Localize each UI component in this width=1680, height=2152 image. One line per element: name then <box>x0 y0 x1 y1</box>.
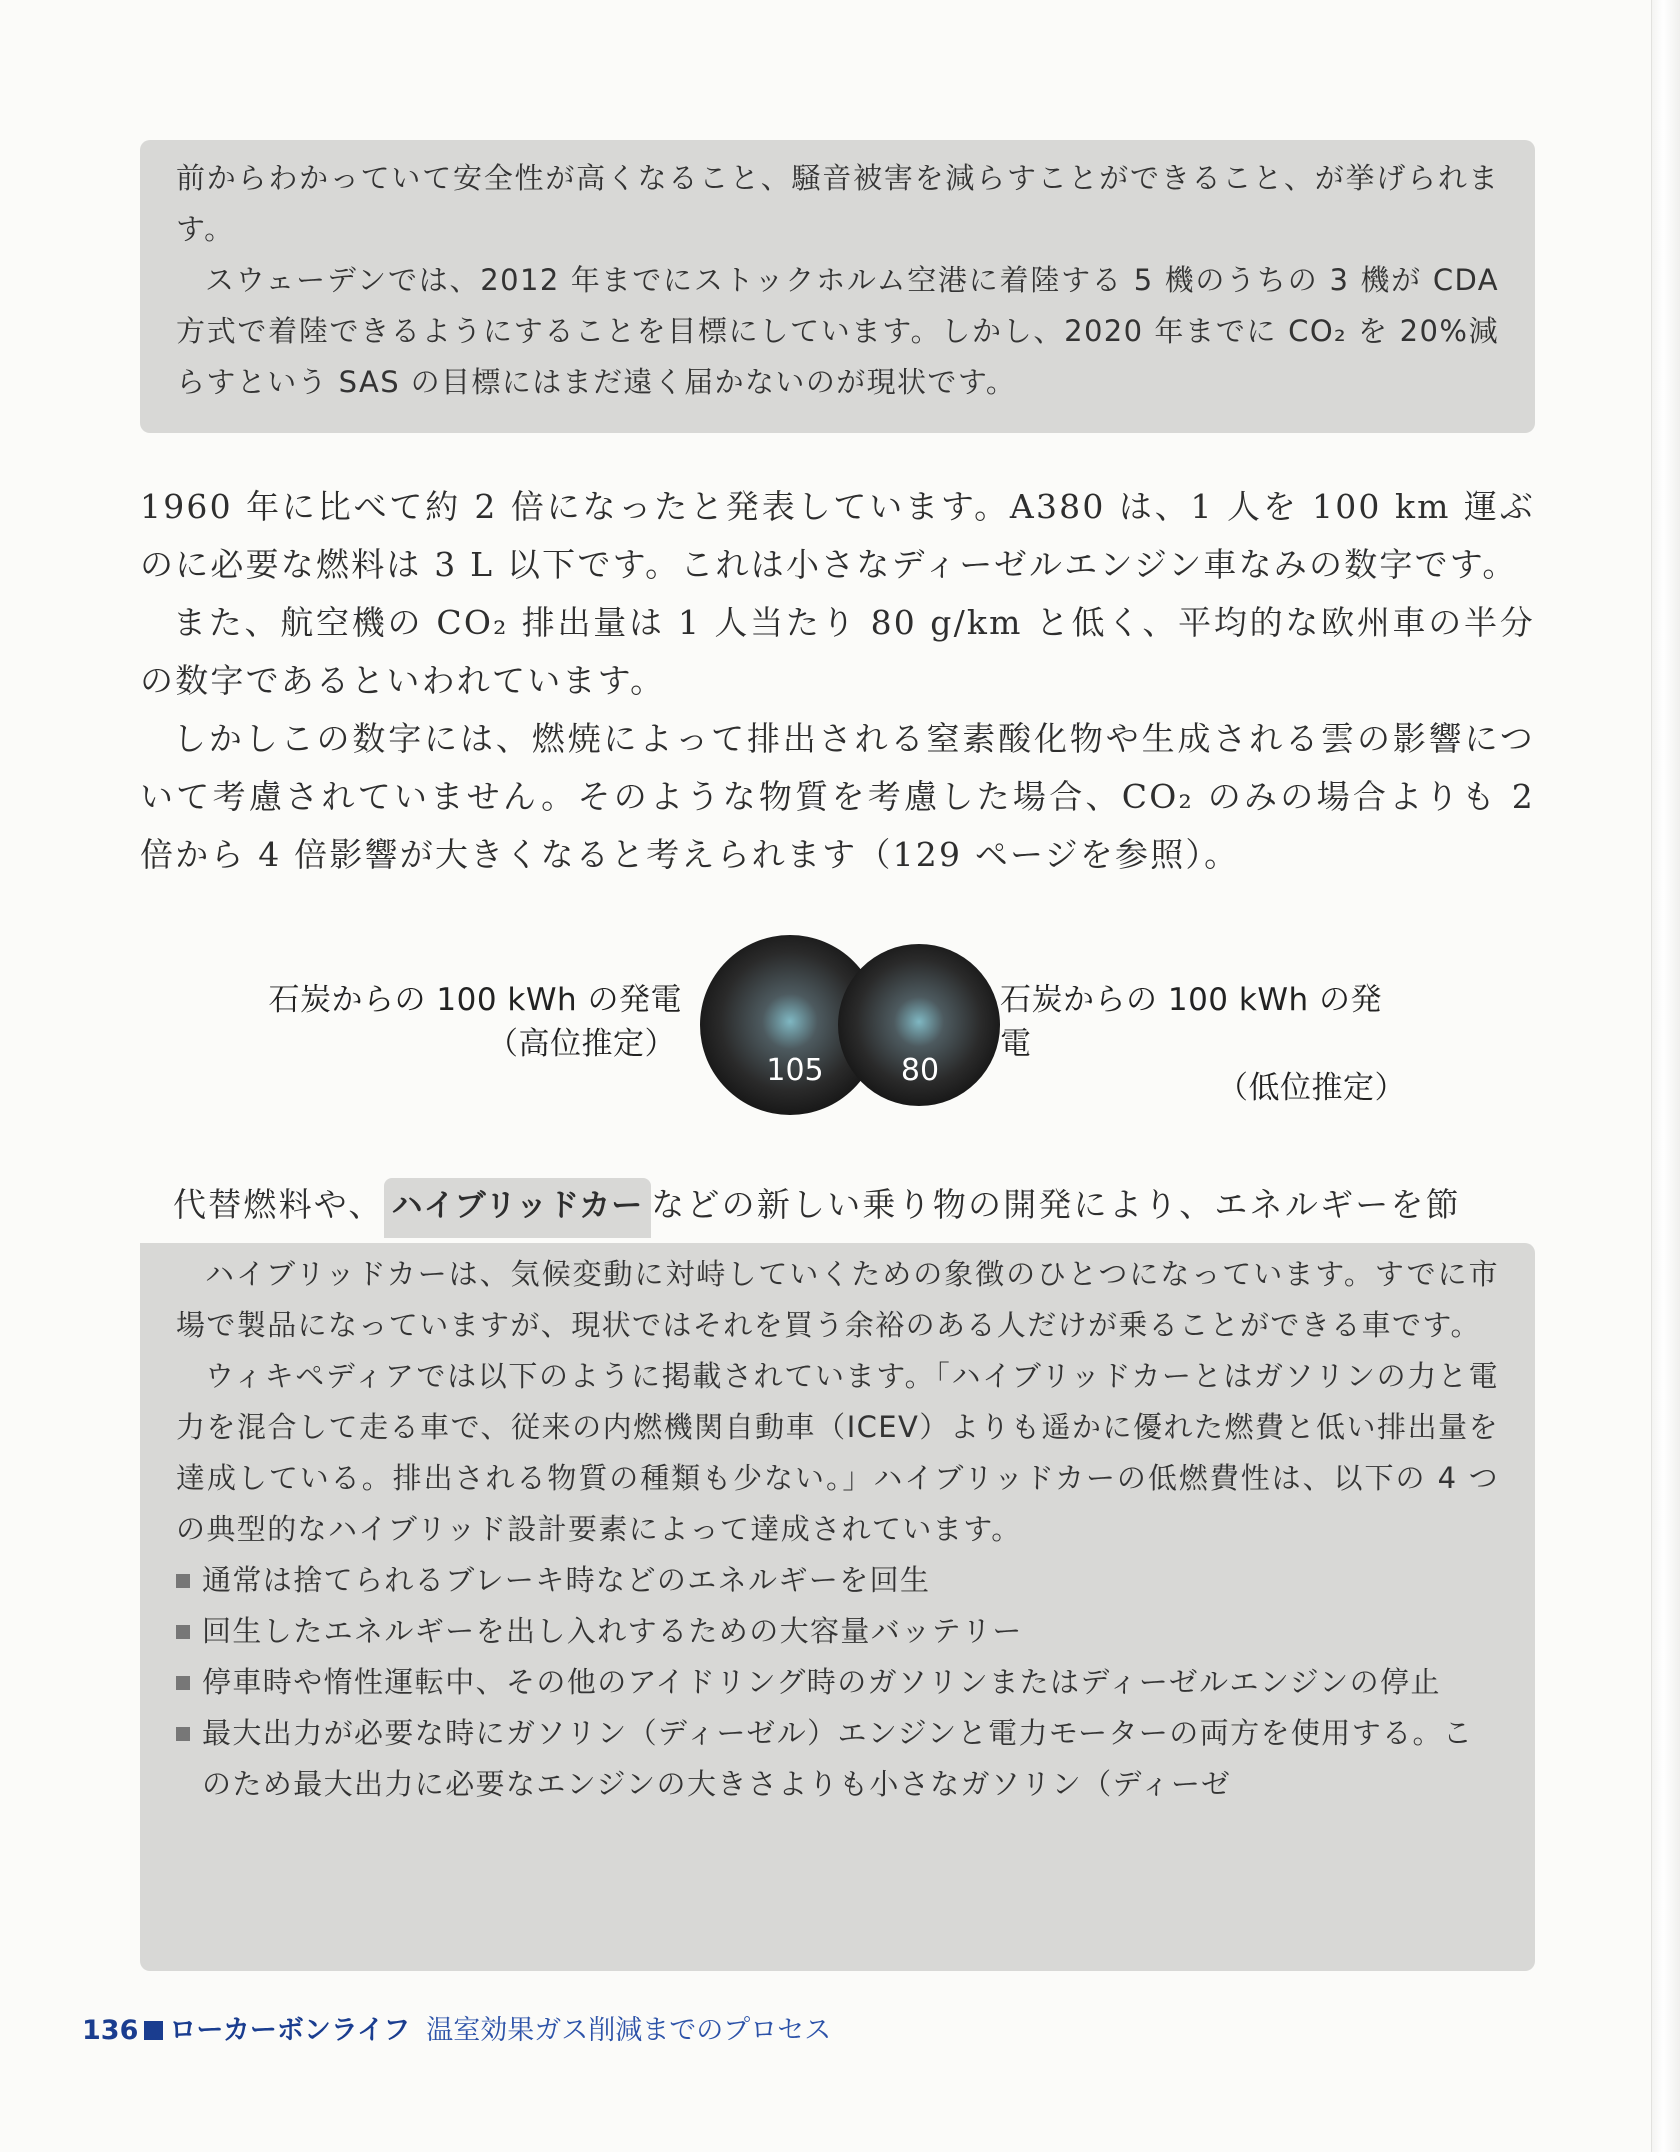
alt-text-before: 代替燃料や、 <box>173 1185 384 1224</box>
box-paragraph: ハイブリッドカーは、気候変動に対峙していくための象徴のひとつになっています。すでに市場で製品になっていますが、現状ではそれを買う余裕のある人だけが乗ることができる車です。 <box>176 1257 1499 1342</box>
figure-label-high-title: 石炭からの 100 kWh の発電 <box>268 982 682 1018</box>
book-series-title: ローカーボンライフ <box>169 2015 411 2046</box>
sidebar-box-top <box>140 140 1535 433</box>
alt-text-after: などの新しい乗り物の開発により、エネルギーを節 <box>651 1185 1461 1224</box>
sphere-low-value: 80 <box>900 1053 940 1088</box>
list-item: 停車時や惰性運転中、その他のアイドリング時のガソリンまたはディーゼルエンジンの停止 <box>176 1657 1499 1708</box>
sidebar-box-hybrid <box>140 1243 1535 1971</box>
box-paragraph: スウェーデンでは、2012 年までにストックホルム空港に着陸する 5 機のうちの 3 機が CDA 方式で着陸できるようにすることを目標にしています。しかし、2020 年までに CO₂ を 20%減らすという SAS の目標にはまだ遠く届かないのが現状です。 <box>176 263 1499 399</box>
bullet-square-icon <box>176 1676 190 1690</box>
figure-label-low-sub: （低位推定） <box>1217 1070 1406 1106</box>
footer-square-icon <box>144 2021 163 2040</box>
emissions-spheres-figure <box>695 930 1005 1120</box>
main-body-text <box>140 478 1535 884</box>
list-item: 最大出力が必要な時にガソリン（ディーゼル）エンジンと電力モーターの両方を使用する。このため最大出力に必要なエンジンの大きさよりも小さなガソリン（ディーゼ <box>176 1708 1499 1810</box>
chapter-title: 温室効果ガス削減までのプロセス <box>426 2015 832 2046</box>
box-paragraph: ウィキペディアでは以下のように掲載されています。「ハイブリッドカーとはガソリンの力と電力を混合して走る車で、従来の内燃機関自動車（ICEV）よりも遥かに優れた燃費と低い排出量を達成している。排出される物質の種類も少ない。」ハイブリッドカーの低燃費性は、以下の 4 つの典型的なハイブリッド設計要素によって達成されています。 <box>176 1359 1499 1546</box>
hybrid-car-keyword: ハイブリッドカー <box>384 1178 652 1238</box>
list-item: 回生したエネルギーを出し入れするための大容量バッテリー <box>176 1606 1499 1657</box>
hybrid-elements-list <box>176 1555 1499 1810</box>
figure-label-high <box>269 978 682 1066</box>
body-paragraph: また、航空機の CO₂ 排出量は 1 人当たり 80 g/km と低く、平均的な欧州車の半分の数字であるといわれています。 <box>140 603 1535 700</box>
list-item: 通常は捨てられるブレーキ時などのエネルギーを回生 <box>176 1555 1499 1606</box>
figure-label-low-title: 石炭からの 100 kWh の発電 <box>1000 982 1382 1062</box>
bullet-square-icon <box>176 1574 190 1588</box>
figure-label-high-sub: （高位推定） <box>487 1026 676 1062</box>
page-footer <box>82 2008 831 2047</box>
sphere-high-value: 105 <box>766 1053 824 1088</box>
bullet-square-icon <box>176 1625 190 1639</box>
page-number: 136 <box>82 2015 139 2046</box>
alt-fuel-paragraph <box>140 1176 1535 1238</box>
box-paragraph: 前からわかっていて安全性が高くなること、騒音被害を減らすことができること、が挙げられます。 <box>176 161 1499 246</box>
figure-label-low <box>1000 978 1412 1110</box>
body-paragraph: しかしこの数字には、燃焼によって排出される窒素酸化物や生成される雲の影響について考慮されていません。そのような物質を考慮した場合、CO₂ のみの場合よりも 2 倍から 4 倍影響が大きくなると考えられます（129 ページを参照）。 <box>140 719 1535 874</box>
page-edge <box>1651 0 1680 2152</box>
body-paragraph: 1960 年に比べて約 2 倍になったと発表しています。A380 は、1 人を 100 km 運ぶのに必要な燃料は 3 L 以下です。これは小さなディーゼルエンジン車なみの数字です。 <box>140 487 1535 584</box>
bullet-square-icon <box>176 1727 190 1741</box>
